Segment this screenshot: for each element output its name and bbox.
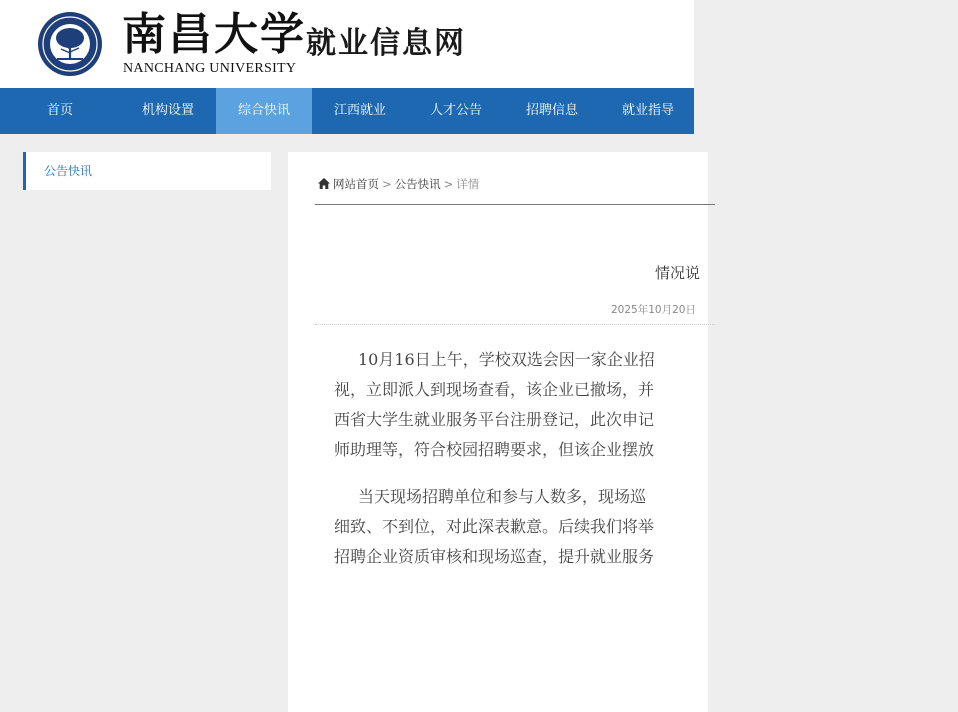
nav-item-career-guidance[interactable]: 就业指导: [621, 103, 674, 118]
nav-item-news[interactable]: 综合快讯: [216, 88, 312, 134]
article-paragraph: [334, 345, 958, 465]
sidebar-item-announcements[interactable]: 公告快讯: [44, 164, 93, 178]
paragraph-line: 10月16日上午，学校双选会因一家企业招: [358, 350, 655, 369]
breadcrumb-separator: >: [382, 177, 392, 191]
breadcrumb-current: 详情: [456, 177, 480, 191]
sidebar: [23, 152, 271, 190]
article-title: 情况说: [655, 264, 701, 282]
article-panel: [288, 152, 708, 712]
seal-year: 1921: [64, 64, 76, 70]
nav-item-home[interactable]: 首页: [46, 103, 73, 118]
breadcrumb-section[interactable]: 公告快讯: [394, 177, 441, 191]
breadcrumb-separator: >: [443, 177, 454, 191]
main-nav: [0, 88, 694, 134]
paragraph-line: 当天现场招聘单位和参与人数多，现场巡: [358, 487, 647, 506]
nav-item-recruitment[interactable]: 招聘信息: [525, 103, 578, 118]
university-name-en[interactable]: NANCHANG UNIVERSITY: [123, 61, 297, 76]
breadcrumb-divider: [315, 204, 715, 205]
article-paragraph: [334, 482, 958, 572]
university-seal-logo[interactable]: [37, 11, 103, 77]
paragraph-line: 师助理等，符合校园招聘要求，但该企业摆放: [334, 440, 655, 459]
title-divider: [315, 324, 715, 325]
home-icon: [318, 178, 330, 189]
nav-item-talent-notice[interactable]: 人才公告: [429, 103, 482, 118]
paragraph-line: 视，立即派人到现场查看，该企业已撤场，并: [334, 380, 655, 399]
breadcrumb-home[interactable]: 网站首页: [333, 177, 379, 191]
nav-item-organization[interactable]: 机构设置: [141, 103, 194, 118]
university-name-cn[interactable]: 南昌大学: [122, 9, 306, 60]
paragraph-line: 西省大学生就业服务平台注册登记，此次申记: [334, 410, 655, 429]
paragraph-line: 招聘企业资质审核和现场巡查，提升就业服务: [334, 547, 655, 566]
site-title[interactable]: 就业信息网: [306, 26, 466, 61]
paragraph-line: 细致、不到位，对此深表歉意。后续我们将举: [334, 517, 655, 536]
breadcrumb: [318, 176, 479, 192]
site-header: [0, 0, 694, 88]
nav-item-jiangxi-jobs[interactable]: 江西就业: [333, 103, 386, 118]
article-date: 2025年10月20日: [611, 304, 696, 316]
